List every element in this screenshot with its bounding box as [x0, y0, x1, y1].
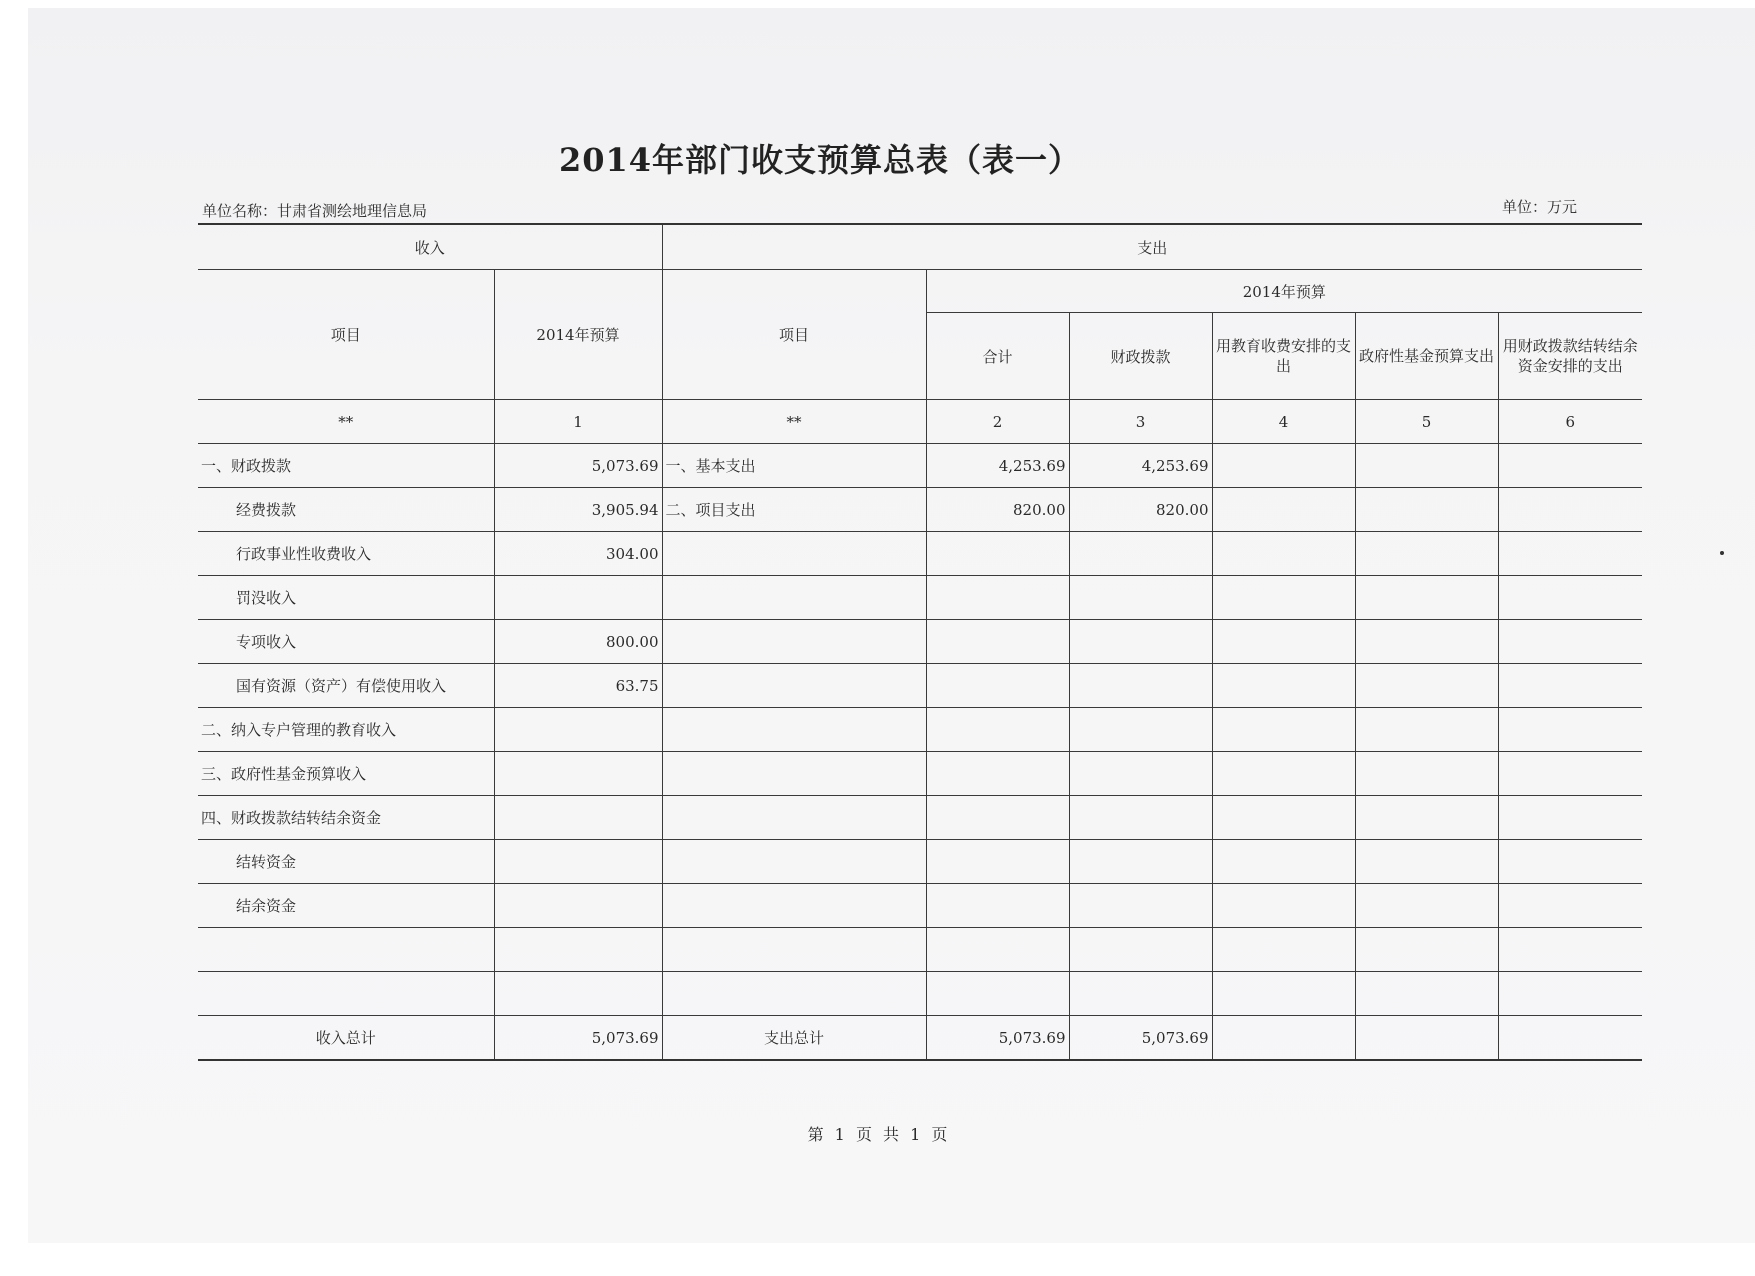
expense-edu-cell	[1212, 972, 1355, 1016]
expense-carry-cell	[1498, 532, 1642, 576]
expense-item-cell	[662, 840, 926, 884]
expense-edu-cell	[1212, 620, 1355, 664]
expense-fiscal-cell	[1069, 972, 1212, 1016]
expense-item-cell: 一、基本支出	[662, 444, 926, 488]
income-header: 收入	[198, 224, 662, 270]
expense-carry-total-value	[1498, 1016, 1642, 1061]
income-item-cell	[198, 972, 494, 1016]
income-item-cell: 四、财政拨款结转结余资金	[198, 796, 494, 840]
index-cell: 3	[1069, 400, 1212, 444]
expense-total-value: 5,073.69	[926, 1016, 1069, 1061]
income-value-cell: 3,905.94	[494, 488, 662, 532]
index-cell: 5	[1355, 400, 1498, 444]
index-row	[198, 400, 1642, 444]
currency-unit-label: 单位：万元	[1502, 198, 1578, 216]
index-cell: **	[198, 400, 494, 444]
expense-fund-cell	[1355, 884, 1498, 928]
income-item-header: 项目	[198, 270, 494, 400]
table-row	[198, 620, 1642, 664]
expense-fund-cell	[1355, 796, 1498, 840]
expense-edu-cell	[1212, 708, 1355, 752]
income-item-cell: 结余资金	[198, 884, 494, 928]
income-item-cell: 国有资源（资产）有偿使用收入	[198, 664, 494, 708]
expense-edu-cell	[1212, 928, 1355, 972]
edu-header: 用教育收费安排的支出	[1212, 313, 1355, 400]
expense-carry-cell	[1498, 620, 1642, 664]
expense-carry-cell	[1498, 840, 1642, 884]
expense-total-cell	[926, 840, 1069, 884]
expense-edu-cell	[1212, 752, 1355, 796]
expense-carry-cell	[1498, 708, 1642, 752]
income-value-cell: 800.00	[494, 620, 662, 664]
income-value-cell	[494, 752, 662, 796]
income-item-cell: 罚没收入	[198, 576, 494, 620]
income-total-value: 5,073.69	[494, 1016, 662, 1061]
index-cell: 2	[926, 400, 1069, 444]
table-row	[198, 488, 1642, 532]
expense-item-cell	[662, 576, 926, 620]
index-cell: 4	[1212, 400, 1355, 444]
expense-item-cell: 二、项目支出	[662, 488, 926, 532]
table-row	[198, 884, 1642, 928]
income-value-cell: 63.75	[494, 664, 662, 708]
expense-total-cell	[926, 576, 1069, 620]
income-item-cell: 二、纳入专户管理的教育收入	[198, 708, 494, 752]
income-value-cell	[494, 884, 662, 928]
expense-total-cell: 4,253.69	[926, 444, 1069, 488]
expense-carry-cell	[1498, 488, 1642, 532]
expense-total-cell	[926, 752, 1069, 796]
income-value-cell	[494, 796, 662, 840]
expense-total-label: 支出总计	[662, 1016, 926, 1061]
expense-carry-cell	[1498, 972, 1642, 1016]
expense-fund-cell	[1355, 532, 1498, 576]
expense-carry-cell	[1498, 928, 1642, 972]
expense-fund-cell	[1355, 576, 1498, 620]
fund-header: 政府性基金预算支出	[1355, 313, 1498, 400]
income-item-cell: 三、政府性基金预算收入	[198, 752, 494, 796]
income-item-cell: 结转资金	[198, 840, 494, 884]
expense-fiscal-cell	[1069, 796, 1212, 840]
expense-item-cell	[662, 708, 926, 752]
expense-fiscal-cell: 4,253.69	[1069, 444, 1212, 488]
table-row	[198, 972, 1642, 1016]
expense-carry-cell	[1498, 796, 1642, 840]
table-row	[198, 576, 1642, 620]
expense-edu-cell	[1212, 532, 1355, 576]
expense-item-cell	[662, 532, 926, 576]
totals-row	[198, 1016, 1642, 1061]
expense-fund-cell	[1355, 972, 1498, 1016]
expense-item-cell	[662, 884, 926, 928]
expense-total-cell	[926, 620, 1069, 664]
expense-fund-cell	[1355, 620, 1498, 664]
table-row	[198, 664, 1642, 708]
income-value-cell	[494, 576, 662, 620]
expense-fiscal-cell	[1069, 884, 1212, 928]
income-value-cell: 304.00	[494, 532, 662, 576]
table-row	[198, 708, 1642, 752]
expense-total-cell	[926, 532, 1069, 576]
income-value-cell	[494, 972, 662, 1016]
expense-fiscal-cell: 820.00	[1069, 488, 1212, 532]
table-row	[198, 796, 1642, 840]
table-row	[198, 840, 1642, 884]
fiscal-header: 财政拨款	[1069, 313, 1212, 400]
expense-fund-cell	[1355, 752, 1498, 796]
expense-total-cell	[926, 796, 1069, 840]
expense-total-cell	[926, 928, 1069, 972]
expense-carry-cell	[1498, 664, 1642, 708]
expense-item-cell	[662, 752, 926, 796]
expense-item-cell	[662, 972, 926, 1016]
unit-name-label: 单位名称：甘肃省测绘地理信息局	[202, 202, 428, 220]
expense-total-cell	[926, 664, 1069, 708]
expense-edu-cell	[1212, 664, 1355, 708]
page-footer: 第 1 页 共 1 页	[807, 1125, 948, 1144]
expense-item-header: 项目	[662, 270, 926, 400]
index-cell: 6	[1498, 400, 1642, 444]
income-item-cell: 经费拨款	[198, 488, 494, 532]
expense-carry-cell	[1498, 884, 1642, 928]
income-total-label: 收入总计	[198, 1016, 494, 1061]
expense-fund-cell	[1355, 928, 1498, 972]
expense-fiscal-total-value: 5,073.69	[1069, 1016, 1212, 1061]
page-title: 2014年部门收支预算总表（表一）	[558, 141, 1082, 179]
expense-edu-cell	[1212, 576, 1355, 620]
expense-budget-header: 2014年预算	[926, 270, 1642, 313]
carry-header: 用财政拨款结转结余资金安排的支出	[1498, 313, 1642, 400]
expense-item-cell	[662, 664, 926, 708]
expense-fund-cell	[1355, 840, 1498, 884]
expense-fund-cell	[1355, 664, 1498, 708]
income-value-cell	[494, 840, 662, 884]
budget-table	[198, 223, 1642, 1061]
expense-fiscal-cell	[1069, 532, 1212, 576]
expense-item-cell	[662, 928, 926, 972]
expense-edu-cell	[1212, 488, 1355, 532]
expense-item-cell	[662, 620, 926, 664]
expense-edu-cell	[1212, 884, 1355, 928]
table-row	[198, 752, 1642, 796]
expense-fiscal-cell	[1069, 708, 1212, 752]
expense-item-cell	[662, 796, 926, 840]
expense-fiscal-cell	[1069, 664, 1212, 708]
expense-fiscal-cell	[1069, 928, 1212, 972]
expense-fiscal-cell	[1069, 752, 1212, 796]
expense-carry-cell	[1498, 576, 1642, 620]
expense-fiscal-cell	[1069, 840, 1212, 884]
expense-total-cell: 820.00	[926, 488, 1069, 532]
scan-speck	[1720, 551, 1724, 555]
expense-edu-cell	[1212, 796, 1355, 840]
income-item-cell: 一、财政拨款	[198, 444, 494, 488]
expense-total-cell	[926, 708, 1069, 752]
income-item-cell	[198, 928, 494, 972]
expense-total-cell	[926, 884, 1069, 928]
expense-carry-cell	[1498, 444, 1642, 488]
total-header: 合计	[926, 313, 1069, 400]
expense-fund-cell	[1355, 488, 1498, 532]
income-budget-header: 2014年预算	[494, 270, 662, 400]
table-row	[198, 928, 1642, 972]
income-value-cell: 5,073.69	[494, 444, 662, 488]
expense-fund-cell	[1355, 444, 1498, 488]
expense-edu-cell	[1212, 444, 1355, 488]
income-item-cell: 行政事业性收费收入	[198, 532, 494, 576]
expense-edu-cell	[1212, 840, 1355, 884]
income-value-cell	[494, 708, 662, 752]
expense-carry-cell	[1498, 752, 1642, 796]
income-item-cell: 专项收入	[198, 620, 494, 664]
index-cell: 1	[494, 400, 662, 444]
expense-fiscal-cell	[1069, 576, 1212, 620]
expense-total-cell	[926, 972, 1069, 1016]
expense-fund-cell	[1355, 708, 1498, 752]
expense-fund-total-value	[1355, 1016, 1498, 1061]
table-row	[198, 444, 1642, 488]
table-row	[198, 532, 1642, 576]
income-value-cell	[494, 928, 662, 972]
expense-edu-total-value	[1212, 1016, 1355, 1061]
expense-header: 支出	[662, 224, 1642, 270]
index-cell: **	[662, 400, 926, 444]
expense-fiscal-cell	[1069, 620, 1212, 664]
